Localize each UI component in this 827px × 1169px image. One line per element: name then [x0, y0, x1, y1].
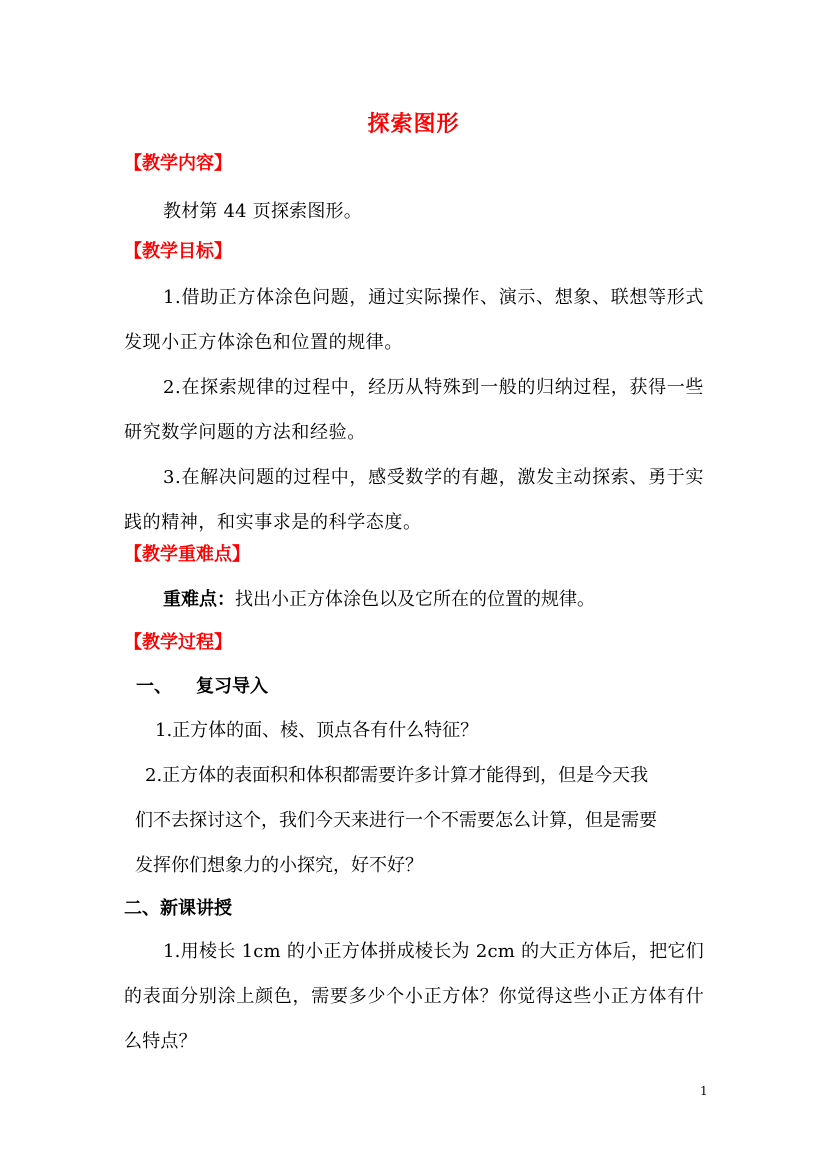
section-new-lesson: 二、新课讲授 — [124, 898, 232, 919]
review-question-2-line-3: 发挥你们想象力的小探究，好不好？ — [135, 855, 423, 876]
heading-teaching-goals: 【教学目标】 — [124, 241, 232, 262]
goal-item-2: 2.在探索规律的过程中，经历从特殊到一般的归纳过程，获得一些研究数学问题的方法和经验。 — [124, 377, 704, 443]
section-title: 复习导入 — [196, 676, 268, 697]
review-question-2-line-2: 们不去探讨这个，我们今天来进行一个不需要怎么计算，但是需要 — [135, 810, 657, 831]
teaching-content-text: 教材第 44 页探索图形。 — [163, 201, 362, 222]
review-question-1: 1.正方体的面、棱、顶点各有什么特征？ — [155, 720, 479, 741]
page-title: 探索图形 — [367, 111, 460, 137]
review-question-2-line-1: 2.正方体的表面积和体积都需要许多计算才能得到，但是今天我 — [145, 765, 649, 786]
heading-key-points: 【教学重难点】 — [124, 544, 250, 565]
goal-item-1: 1.借助正方体涂色问题，通过实际操作、演示、想象、联想等形式发现小正方体涂色和位置的规律。 — [124, 287, 704, 353]
key-points-label: 重难点： — [163, 589, 235, 610]
key-points-line — [163, 588, 595, 612]
section-number: 一、 — [136, 676, 172, 697]
page-number: 1 — [700, 1084, 708, 1098]
heading-teaching-process: 【教学过程】 — [124, 632, 232, 653]
new-lesson-item-1: 1.用棱长 1cm 的小正方体拼成棱长为 2cm 的大正方体后，把它们的表面分别涂上颜色，需要多少个小正方体？你觉得这些小正方体有什么特点？ — [124, 941, 704, 1052]
section-review-intro — [136, 675, 268, 699]
goal-item-3: 3.在解决问题的过程中，感受数学的有趣，激发主动探索、勇于实践的精神，和实事求是的科学态度。 — [124, 467, 704, 533]
key-points-text: 找出小正方体涂色以及它所在的位置的规律。 — [235, 589, 595, 610]
heading-teaching-content: 【教学内容】 — [124, 153, 232, 174]
